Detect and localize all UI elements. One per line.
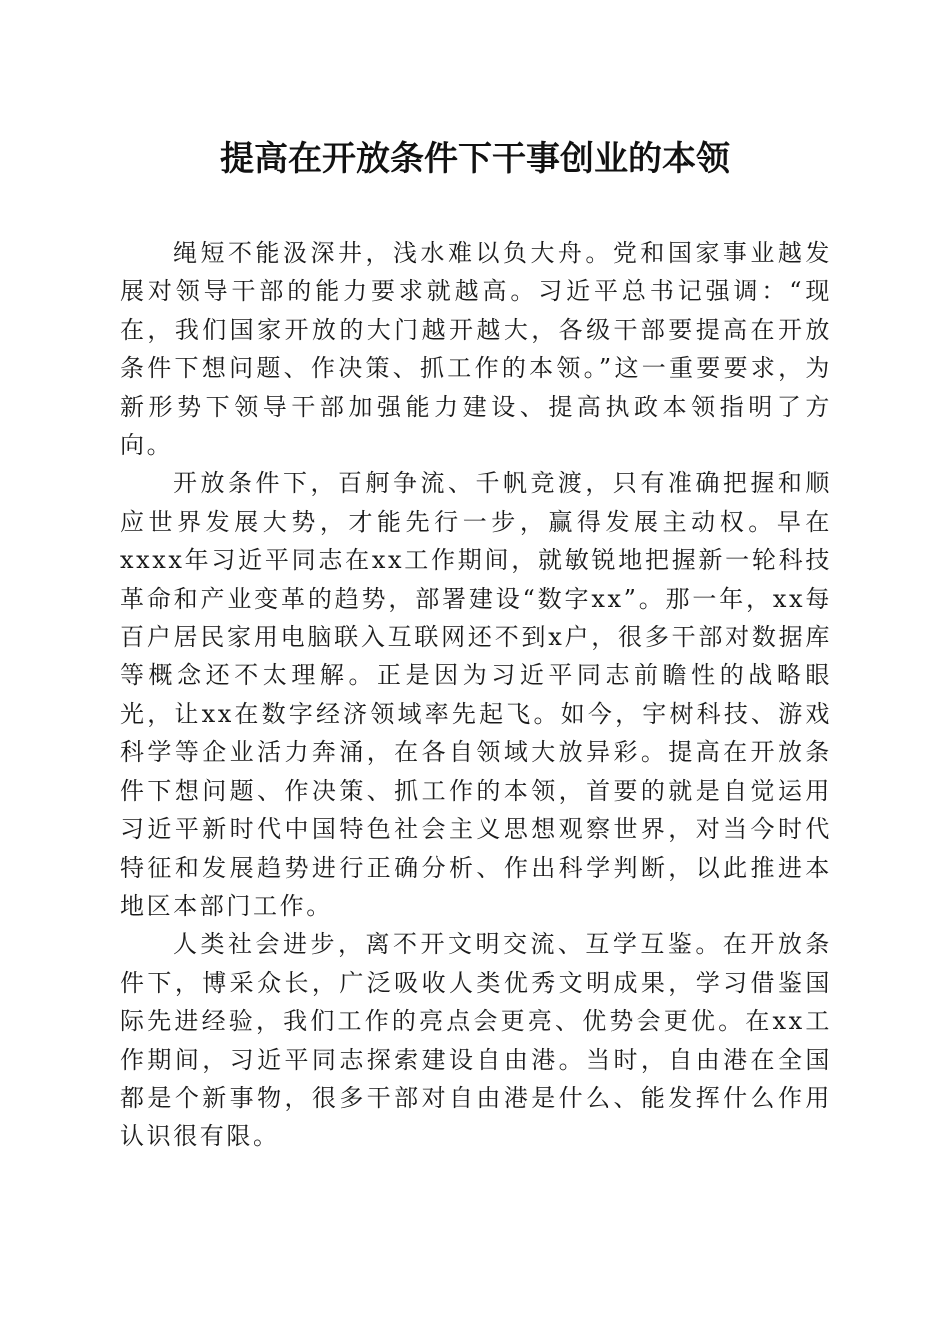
document-body — [120, 234, 832, 1156]
paragraph-2: 开放条件下，百舸争流、千帆竞渡，只有准确把握和顺应世界发展大势，才能先行一步，赢得发展主动权。早在xxxx年习近平同志在xx工作期间，就敏锐地把握新一轮科技革命和产业变革的趋势，部署建设“数字xx”。那一年，xx每百户居民家用电脑联入互联网还不到x户，很多干部对数据库等概念还不太理解。正是因为习近平同志前瞻性的战略眼光，让xx在数字经济领域率先起飞。如今，宇树科技、游戏科学等企业活力奔涌，在各自领域大放异彩。提高在开放条件下想问题、作决策、抓工作的本领，首要的就是自觉运用习近平新时代中国特色社会主义思想观察世界，对当今时代特征和发展趋势进行正确分析、作出科学判断，以此推进本地区本部门工作。 — [120, 469, 832, 920]
paragraph-3: 人类社会进步，离不开文明交流、互学互鉴。在开放条件下，博采众长，广泛吸收人类优秀文明成果，学习借鉴国际先进经验，我们工作的亮点会更亮、优势会更优。在xx工作期间，习近平同志探索建设自由港。当时，自由港在全国都是个新事物，很多干部对自由港是什么、能发挥什么作用认识很有限。 — [120, 930, 832, 1151]
document-title: 提高在开放条件下干事创业的本领 — [220, 139, 730, 179]
paragraph-1: 绳短不能汲深井，浅水难以负大舟。党和国家事业越发展对领导干部的能力要求就越高。习近平总书记强调：“现在，我们国家开放的大门越开越大，各级干部要提高在开放条件下想问题、作决策、抓工作的本领。”这一重要要求，为新形势下领导干部加强能力建设、提高执政本领指明了方向。 — [120, 239, 832, 460]
